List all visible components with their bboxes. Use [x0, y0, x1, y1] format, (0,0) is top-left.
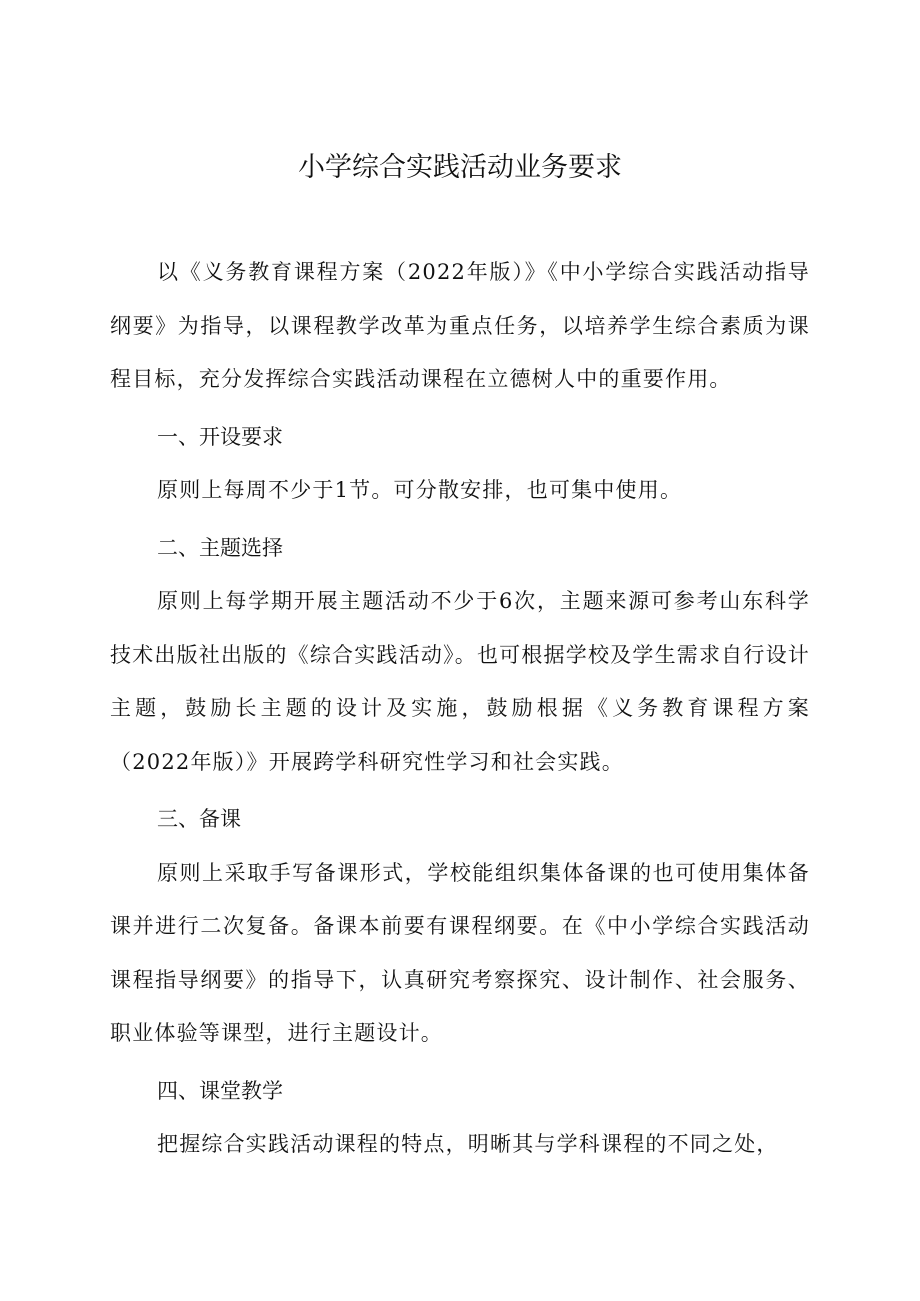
section-heading-2: 二、主题选择: [157, 535, 283, 560]
section-text-4: 把握综合实践活动课程的特点，明晰其与学科课程的不同之处，: [157, 1132, 779, 1156]
section-heading-3: 三、备课: [157, 807, 241, 831]
section-text-1: 原则上每周不少于1节。可分散安排，也可集中使用。: [157, 478, 683, 502]
section-heading-1: 一、开设要求: [157, 424, 283, 449]
page-title: 小学综合实践活动业务要求: [298, 152, 622, 183]
document-body: [110, 246, 810, 1172]
section-text-3: 原则上采取手写备课形式，学校能组织集体备课的也可使用集体备课并进行二次复备。备课本前要有课程纲要。在《中小学综合实践活动课程指导纲要》的指导下，认真研究考察探究、设计制作、社会服务、职业体验等课型，进行主题设计。: [110, 860, 810, 1045]
section-heading-4: 四、课堂教学: [157, 1078, 283, 1103]
section-text-2: 原则上每学期开展主题活动不少于6次，主题来源可参考山东科学技术出版社出版的《综合实践活动》。也可根据学校及学生需求自行设计主题，鼓励长主题的设计及实施，鼓励根据《义务教育课程方案（2022年版）》开展跨学科研究性学习和社会实践。: [110, 589, 810, 774]
intro-paragraph: 以《义务教育课程方案（2022年版）》《中小学综合实践活动指导纲要》为指导，以课程教学改革为重点任务，以培养学生综合素质为课程目标，充分发挥综合实践活动课程在立德树人中的重要作用。: [110, 260, 810, 391]
